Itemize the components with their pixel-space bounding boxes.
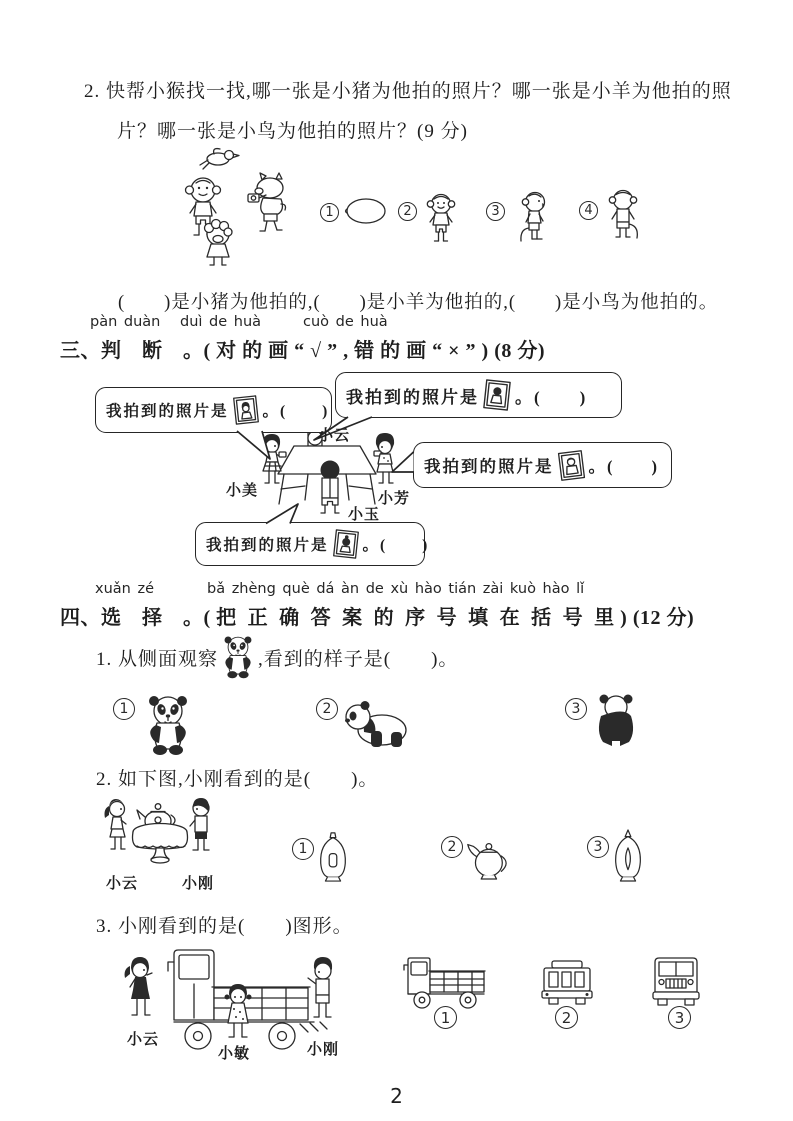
bubble-xiaoyun-blank: 。( ): [515, 387, 588, 407]
truck-side-view-illustration: [398, 952, 494, 1010]
section3-pinyin-panduan: pàn duàn: [90, 314, 161, 330]
round-table-illustration: [133, 824, 188, 864]
teapot-side-view-illustration: [463, 831, 509, 883]
animal-photo-scene-illustration: [178, 146, 303, 274]
teapot-option-2-number: 2: [441, 836, 463, 858]
xiaogang-figure: [190, 798, 209, 850]
speech-bubble-xiaoyun: [335, 372, 622, 418]
photo-option-2-number: 2: [398, 202, 417, 221]
q1-prefix: 1. 从侧面观察: [96, 648, 219, 670]
pig-with-camera-illustration: [248, 173, 286, 231]
teapot-scene-illustration: [98, 796, 220, 882]
photo-option-1-top-view-illustration: [343, 197, 387, 225]
label-xiaofang: 小芳: [378, 491, 411, 507]
section4-title: 四、选 择 。( 把 正 确 答 案 的 序 号 填 在 括 号 里 ) (12 分): [60, 607, 695, 629]
label-xiaomei: 小美: [226, 483, 259, 499]
xiaoyu-figure: [321, 461, 340, 514]
bubble-tail-xiaomei: [230, 430, 278, 462]
bubble-tail-xiaoyu: [260, 500, 304, 526]
question2-line2: 片？哪一张是小鸟为他拍的照片？(9 分): [117, 121, 468, 142]
bird-illustration: [200, 149, 239, 169]
panda-back-illustration: [593, 694, 639, 750]
panda-option-3-number: 3: [565, 698, 587, 720]
truck-back-view-illustration: [536, 958, 598, 1006]
bubble-xiaoyun-text: 我拍到的照片是: [346, 387, 479, 407]
photo-frame-back-bun-figure-icon: [333, 529, 359, 559]
photo-option-1-number: 1: [320, 203, 339, 222]
truck-option-3-number: 3: [668, 1006, 691, 1029]
teapot-option-3-number: 3: [587, 836, 609, 858]
label-q2-xiaogang: 小刚: [182, 876, 215, 892]
bubble-xiaomei-text: 我拍到的照片是: [106, 403, 229, 420]
photo-frame-back-figure-icon: [483, 379, 511, 411]
photo-option-2-monkey-front-illustration: [421, 192, 461, 248]
q1-suffix: ,看到的样子是( )。: [258, 648, 459, 670]
question2-answer-line: ( )是小猪为他拍的,( )是小羊为他拍的,( )是小鸟为他拍的。: [118, 293, 719, 313]
label-xiaoyu: 小玉: [348, 507, 381, 523]
xiaoyun-figure: [125, 957, 152, 1015]
xiaoyun-figure: [105, 799, 127, 849]
truck-option-1-number: 1: [434, 1006, 457, 1029]
truck-front-view-illustration: [648, 952, 704, 1006]
bubble-tail-xiaofang: [386, 448, 416, 478]
page-number: 2: [390, 1084, 403, 1108]
bubble-xiaofang-blank: 。( ): [588, 457, 659, 476]
section3-pinyin-cuodehua: cuò de huà: [303, 314, 388, 330]
speech-bubble-xiaoyu: [195, 522, 430, 566]
xiaogang-figure: [308, 957, 332, 1017]
panda-side-illustration: [344, 701, 408, 749]
teapot-back-view-illustration: [611, 827, 645, 884]
label-q3-xiaogang: 小刚: [307, 1042, 340, 1058]
teapot-front-view-illustration: [316, 829, 350, 884]
section3-pinyin-duidehua: duì de huà: [180, 314, 262, 330]
sheep-illustration: [205, 220, 233, 266]
speech-bubble-xiaofang: [413, 442, 672, 488]
section3-title: 三、判 断 。( 对 的 画 “ √ ” , 错 的 画 “ × ” ) (8 分): [60, 340, 546, 362]
section4-pinyin-xuanze: xuǎn zé: [95, 581, 154, 597]
teapot-option-1-number: 1: [292, 838, 314, 860]
section4-q1-line: [96, 632, 458, 682]
question2-line1: 2. 快帮小猴找一找,哪一张是小猪为他拍的照片？哪一张是小羊为他拍的照: [84, 81, 732, 102]
photo-option-4-number: 4: [579, 201, 598, 220]
photo-frame-back-shirt-figure-icon: [558, 450, 585, 481]
panda-front-illustration: [144, 694, 192, 756]
bubble-xiaoyu-blank: 。( ): [362, 537, 430, 554]
photo-option-3-monkey-side-illustration: [510, 190, 556, 248]
label-q2-xiaoyun: 小云: [106, 876, 139, 892]
panda-inline-illustration: [221, 635, 255, 679]
panda-option-1-number: 1: [113, 698, 135, 720]
photo-frame-front-figure-icon: [233, 395, 259, 425]
photo-option-3-number: 3: [486, 202, 505, 221]
section4-q2-text: 2. 如下图,小刚看到的是( )。: [96, 769, 379, 790]
panda-option-2-number: 2: [316, 698, 338, 720]
photo-option-4-monkey-back-illustration: [602, 188, 648, 246]
truck-illustration: [168, 950, 327, 1049]
section4-q3-text: 3. 小刚看到的是( )图形。: [96, 916, 353, 937]
label-xiaoyun: 小云: [318, 428, 351, 444]
bubble-xiaomei-blank: 。( ): [262, 403, 330, 420]
bubble-xiaofang-text: 我拍到的照片是: [424, 457, 554, 476]
label-q3-xiaomin: 小敏: [218, 1046, 251, 1062]
speech-bubble-xiaomei: [95, 387, 332, 433]
bubble-xiaoyu-text: 我拍到的照片是: [206, 537, 329, 554]
label-q3-xiaoyun: 小云: [127, 1032, 160, 1048]
truck-option-2-number: 2: [555, 1006, 578, 1029]
section4-pinyin-sentence: bǎ zhèng què dá àn de xù hào tián zài kuò hào lǐ: [207, 581, 585, 597]
